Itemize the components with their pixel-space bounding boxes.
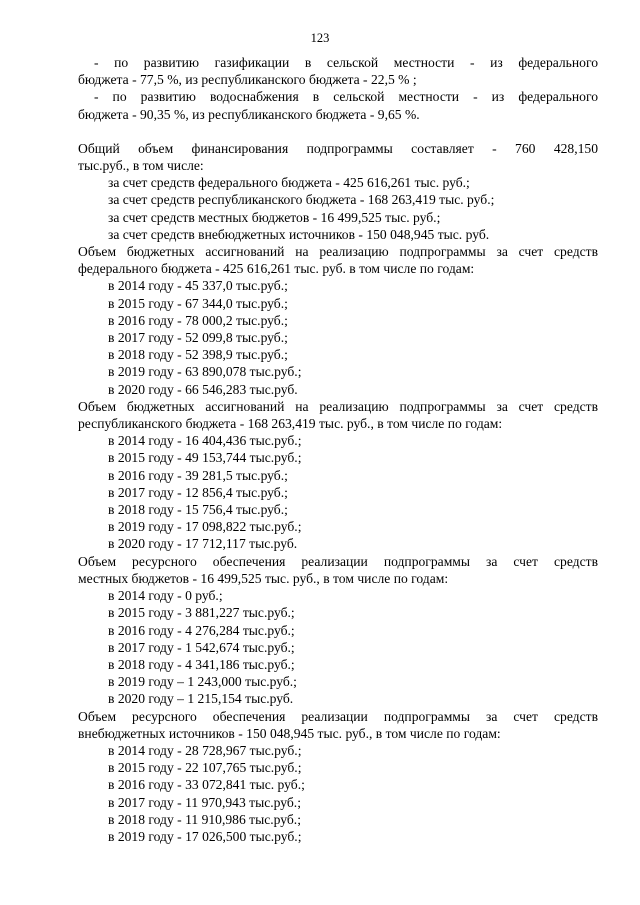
- paragraph-gap: [78, 123, 598, 140]
- federal-year: в 2015 году - 67 344,0 тыс.руб.;: [108, 295, 288, 311]
- water-line-1: - по развитию водоснабжения в сельской местности - из федерального: [94, 89, 598, 105]
- offbudget-line-2: внебюджетных источников - 150 048,945 тыс. руб., в том числе по годам:: [78, 725, 501, 741]
- total-item: за счет средств местных бюджетов - 16 499,525 тыс. руб.;: [108, 209, 441, 225]
- local-year: в 2018 году - 4 341,186 тыс.руб.;: [108, 656, 295, 672]
- republic-year: в 2017 году - 12 856,4 тыс.руб.;: [108, 484, 288, 500]
- federal-year: в 2018 году - 52 398,9 тыс.руб.;: [108, 347, 288, 363]
- federal-line-1: Объем бюджетных ассигнований на реализацию подпрограммы за счет средств: [78, 244, 598, 260]
- total-line-2: тыс.руб., в том числе:: [78, 158, 204, 174]
- offbudget-line-1: Объем ресурсного обеспечения реализации подпрограммы за счет средств: [78, 708, 598, 724]
- offbudget-year: в 2016 году - 33 072,841 тыс. руб.;: [108, 777, 305, 793]
- federal-year: в 2014 году - 45 337,0 тыс.руб.;: [108, 278, 288, 294]
- republic-year: в 2014 году - 16 404,436 тыс.руб.;: [108, 433, 302, 449]
- total-item: за счет средств внебюджетных источников - 150 048,945 тыс. руб.: [108, 226, 490, 242]
- republic-year: в 2018 году - 15 756,4 тыс.руб.;: [108, 502, 288, 518]
- offbudget-year: в 2014 году - 28 728,967 тыс.руб.;: [108, 742, 302, 758]
- republic-year: в 2015 году - 49 153,744 тыс.руб.;: [108, 450, 302, 466]
- republic-line-2: республиканского бюджета - 168 263,419 тыс. руб., в том числе по годам:: [78, 416, 503, 432]
- local-line-2: местных бюджетов - 16 499,525 тыс. руб., в том числе по годам:: [78, 570, 449, 586]
- page-number: 123: [310, 31, 330, 45]
- offbudget-year: в 2017 году - 11 970,943 тыс.руб.;: [108, 794, 301, 810]
- local-year: в 2017 году - 1 542,674 тыс.руб.;: [108, 639, 295, 655]
- local-line-1: Объем ресурсного обеспечения реализации подпрограммы за счет средств: [78, 553, 598, 569]
- republic-year: в 2020 году - 17 712,117 тыс.руб.: [108, 536, 298, 552]
- local-year: в 2016 году - 4 276,284 тыс.руб.;: [108, 622, 295, 638]
- republic-year: в 2016 году - 39 281,5 тыс.руб.;: [108, 467, 288, 483]
- republic-year: в 2019 году - 17 098,822 тыс.руб.;: [108, 519, 302, 535]
- local-year: в 2020 году – 1 215,154 тыс.руб.: [108, 691, 294, 707]
- federal-year: в 2020 году - 66 546,283 тыс.руб.: [108, 381, 298, 397]
- local-year: в 2019 году – 1 243,000 тыс.руб.;: [108, 674, 297, 690]
- gas-line-1: - по развитию газификации в сельской местности - из федерального: [94, 55, 598, 70]
- federal-year: в 2017 году - 52 099,8 тыс.руб.;: [108, 330, 288, 346]
- republic-line-1: Объем бюджетных ассигнований на реализацию подпрограммы за счет средств: [78, 398, 598, 414]
- total-line-1: Общий объем финансирования подпрограммы составляет - 760 428,150: [78, 140, 598, 156]
- water-line-2: бюджета - 90,35 %, из республиканского бюджета - 9,65 %.: [78, 106, 420, 122]
- gas-line-2: бюджета - 77,5 %, из республиканского бюджета - 22,5 % ;: [78, 72, 417, 88]
- total-item: за счет средств республиканского бюджета - 168 263,419 тыс. руб.;: [108, 192, 495, 208]
- local-year: в 2015 году - 3 881,227 тыс.руб.;: [108, 605, 295, 621]
- federal-line-2: федерального бюджета - 425 616,261 тыс. руб. в том числе по годам:: [78, 261, 475, 277]
- offbudget-year: в 2019 году - 17 026,500 тыс.руб.;: [108, 828, 302, 844]
- offbudget-year: в 2015 году - 22 107,765 тыс.руб.;: [108, 760, 302, 776]
- offbudget-year: в 2018 году - 11 910,986 тыс.руб.;: [108, 811, 301, 827]
- federal-year: в 2019 году - 63 890,078 тыс.руб.;: [108, 364, 302, 380]
- local-year: в 2014 году - 0 руб.;: [108, 588, 223, 604]
- federal-year: в 2016 году - 78 000,2 тыс.руб.;: [108, 312, 288, 328]
- document-body: [78, 54, 598, 845]
- total-item: за счет средств федерального бюджета - 425 616,261 тыс. руб.;: [108, 175, 470, 191]
